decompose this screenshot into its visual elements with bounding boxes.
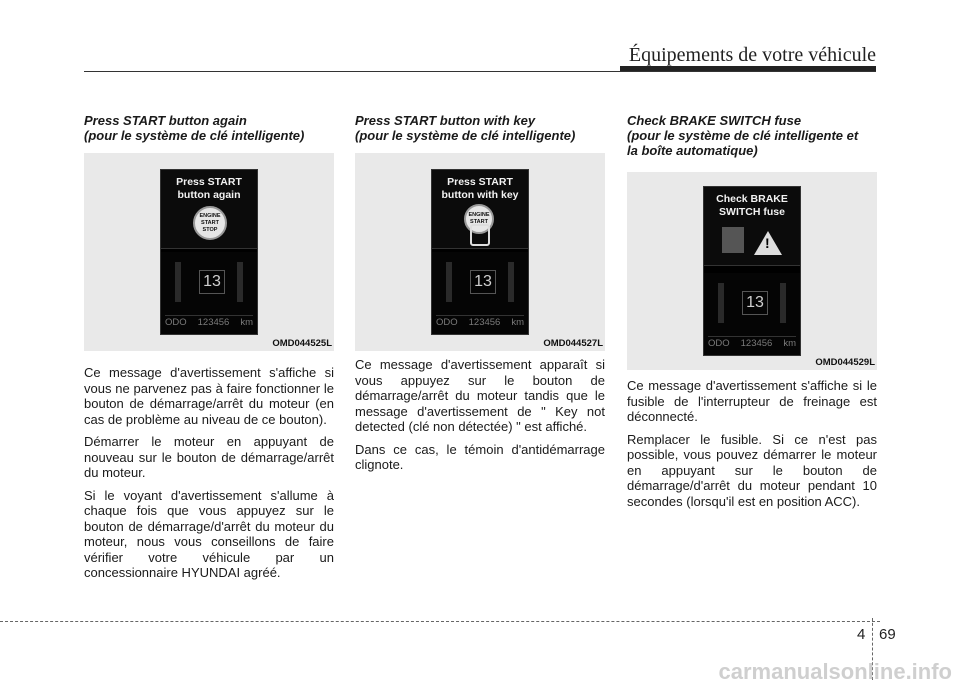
section-heading [84,113,334,143]
temp-gauge-bar [237,262,243,302]
cluster-screen [431,169,529,335]
figure-code: OMD044527L [543,338,603,349]
odometer-unit: km [511,317,524,328]
figure-code: OMD044529L [815,357,875,368]
warning-message [161,170,257,249]
odometer-value: 123456 [740,338,773,349]
message-line: button with key [441,189,519,201]
page-header-title: Équipements de votre véhicule [628,44,876,66]
heading-line: Check BRAKE SWITCH fuse [627,113,802,128]
figure-cluster-display [355,153,605,351]
message-line: Check BRAKE [716,193,788,205]
header-rule [84,71,876,72]
gauge-area [161,252,257,334]
odometer [708,336,796,351]
engine-start-stop-icon [193,206,227,240]
heading-line: (pour le système de clé intelligente) [355,128,576,143]
fuel-gauge-bar [175,262,181,302]
cluster-screen [703,186,801,356]
fuel-gauge-bar [718,283,724,323]
section-check-brake-switch-fuse [627,113,877,516]
gear-number: 13 [470,270,496,294]
cluster-screen [160,169,258,335]
gauge-area [704,273,800,355]
gear-number: 13 [742,291,768,315]
gauge-area [432,252,528,334]
icon-text: START [470,219,488,225]
exclamation-icon: ! [765,235,770,251]
icon-text: STOP [202,226,218,233]
paragraph: Démarrer le moteur en appuyant de nouveau sur le bouton de démarrage/arrêt du moteur. [84,434,334,480]
footer-rule [0,621,880,622]
warning-message [704,187,800,266]
section-press-start-with-key [355,113,605,480]
figure-cluster-display [627,172,877,370]
icon-text: ENGINE [468,212,490,218]
page-number: 69 [879,626,896,643]
paragraph: Remplacer le fusible. Si ce n'est pas possible, vous pouvez démarrer le moteur en appuyant sur le bouton de démarrage/d'arrêt du moteur pendant 10 secondes (lorsqu'il est en position ACC). [627,431,877,509]
odometer-value: 123456 [197,317,230,328]
section-heading [355,113,605,143]
icon-text: START [201,219,219,226]
warning-message [432,170,528,249]
icon-text: ENGINE [199,212,221,219]
section-heading [627,113,877,158]
chapter-number: 4 [857,626,866,643]
paragraph: Ce message d'avertissement apparaît si vous appuyez sur le bouton de démarrage/arrêt du moteur tandis que le message d'avertissement de " Key not detected (clé non détectée) " est affiché. [355,357,605,434]
odometer-label: ODO [165,317,187,328]
heading-line: (pour le système de clé intelligente) [84,128,305,143]
temp-gauge-bar [508,262,514,302]
section-press-start-again [84,113,334,588]
odometer-unit: km [783,338,796,349]
paragraph: Dans ce cas, le témoin d'antidémarrage clignote. [355,441,605,472]
gear-number: 13 [199,270,225,294]
odometer-label: ODO [436,317,458,328]
odometer-label: ODO [708,338,730,349]
heading-line: (pour le système de clé intelligente et [627,128,859,143]
message-line: Press START [447,176,513,188]
paragraph: Ce message d'avertissement s'affiche si le fusible de l'interrupteur de freinage est déconnecté. [627,378,877,424]
heading-line: la boîte automatique) [627,143,758,158]
figure-code: OMD044525L [272,338,332,349]
figure-cluster-display [84,153,334,351]
heading-line: Press START button again [84,113,247,128]
odometer [436,315,524,330]
message-line: button again [177,189,241,201]
fuel-gauge-bar [446,262,452,302]
message-line: Press START [176,176,242,188]
watermark: carmanualsonline.info [718,659,952,684]
paragraph: Ce message d'avertissement s'affiche si vous ne parvenez pas à faire fonctionner le bouton de démarrage/arrêt du moteur (en cas de problème au niveau de ce bouton). [84,365,334,427]
message-line: SWITCH fuse [719,206,785,218]
odometer-value: 123456 [468,317,501,328]
odometer-unit: km [240,317,253,328]
body-text [84,365,334,581]
body-text [627,378,877,509]
body-text [355,357,605,473]
odometer [165,315,253,330]
fuse-icon [722,227,744,253]
paragraph: Si le voyant d'avertissement s'allume à chaque fois que vous appuyez sur le bouton de démarrage/d'arrêt du moteur du moteur, nous vous conseillons de faire vérifier votre véhicule par un concessionnaire HYUNDAI agréé. [84,487,334,580]
temp-gauge-bar [780,283,786,323]
heading-line: Press START button with key [355,113,536,128]
smart-key-icon [470,224,490,246]
